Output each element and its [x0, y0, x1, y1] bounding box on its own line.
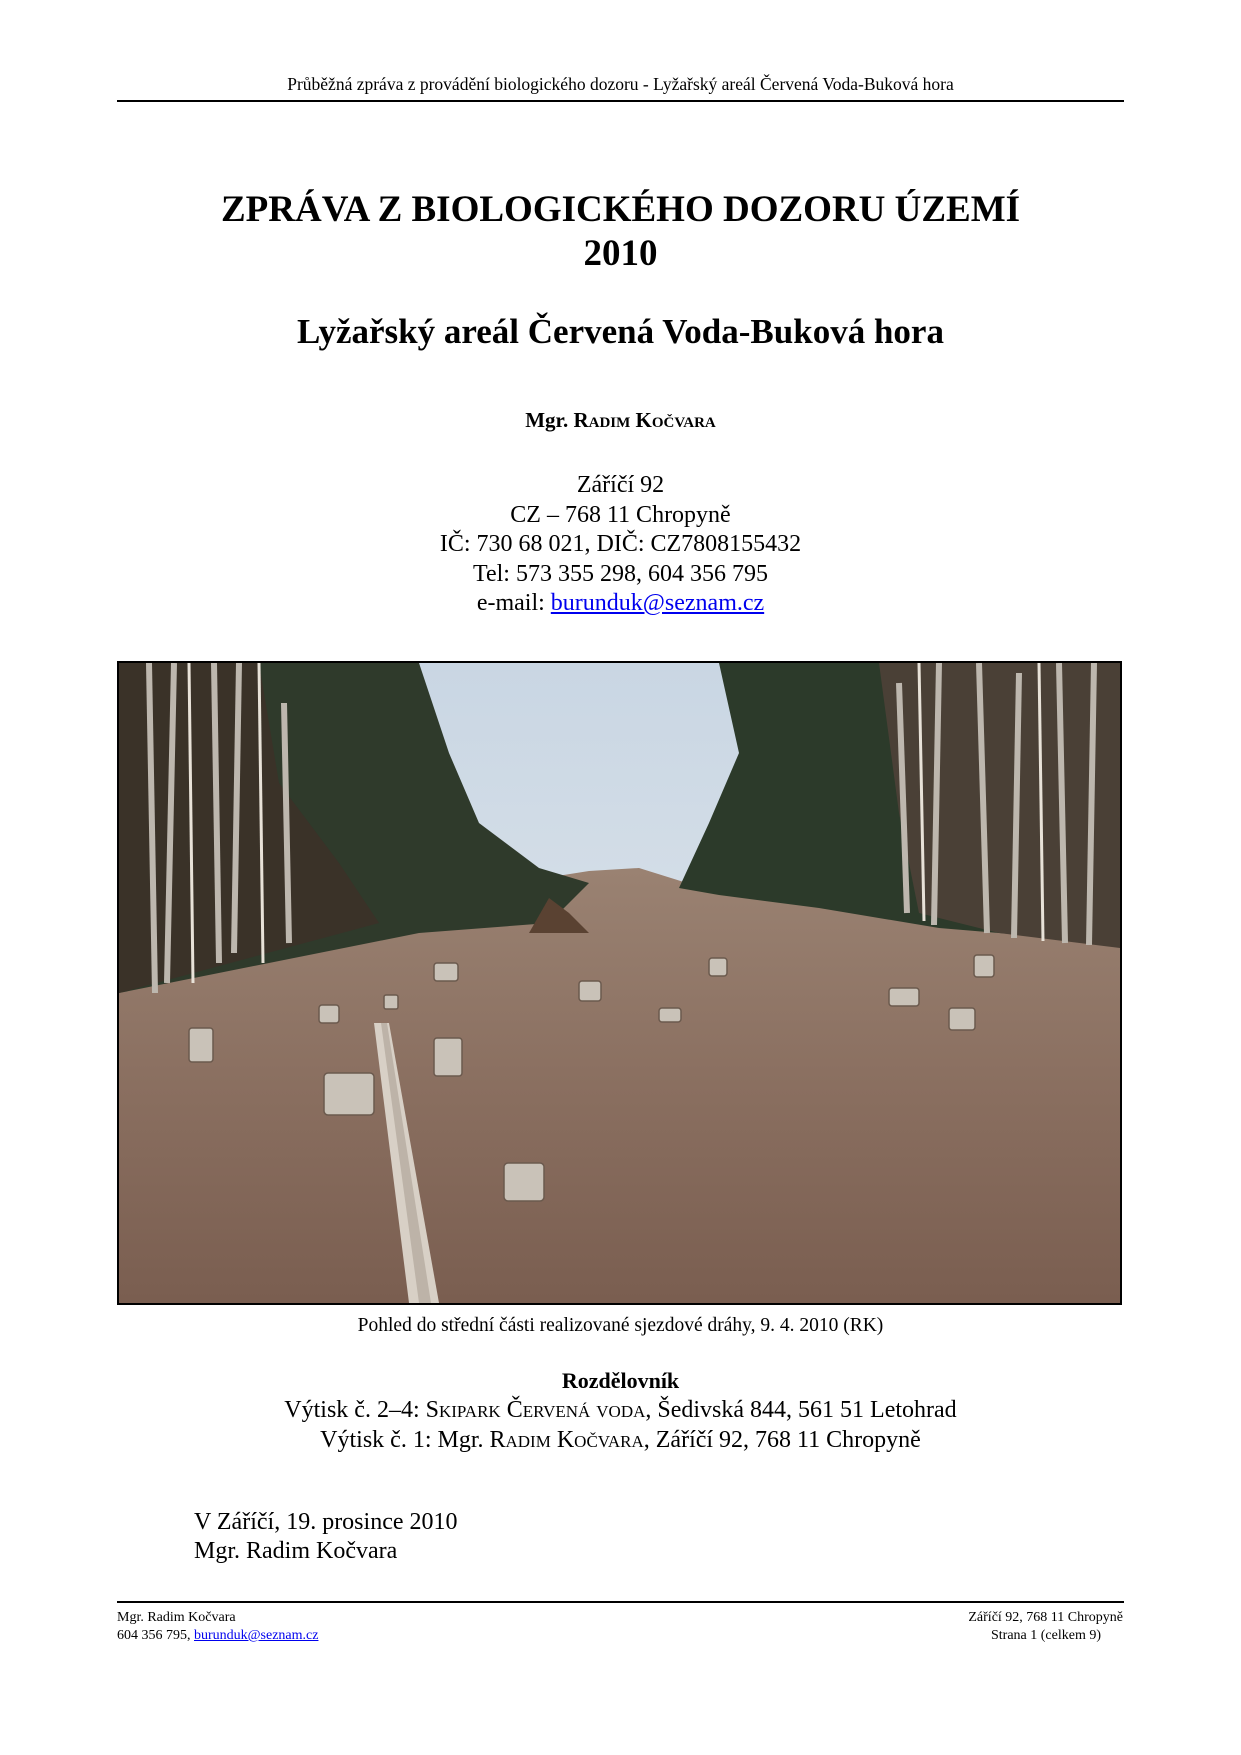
footer-contact	[117, 1628, 318, 1644]
distribution-line-2-name: Radim Kočvara	[489, 1427, 644, 1453]
author-prefix: Mgr.	[525, 408, 569, 432]
email-link[interactable]: burunduk@seznam.cz	[550, 590, 765, 616]
distribution-line-1	[0, 1397, 1241, 1424]
footer-divider	[117, 1601, 1124, 1603]
header-divider	[117, 100, 1124, 102]
photo-caption: Pohled do střední části realizované sjezdové dráhy, 9. 4. 2010 (RK)	[357, 1315, 884, 1336]
distribution-line-2	[0, 1427, 1241, 1454]
report-year: 2010	[583, 233, 658, 274]
forest-clearing-image	[119, 663, 1120, 1303]
address-ids: IČ: 730 68 021, DIČ: CZ7808155432	[439, 531, 802, 557]
author-name: Radim Kočvara	[573, 408, 716, 432]
footer-author: Mgr. Radim Kočvara	[117, 1610, 236, 1625]
footer-phone: 604 356 795,	[117, 1628, 194, 1643]
distribution-title: Rozdělovník	[561, 1368, 680, 1393]
cover-photo	[117, 661, 1122, 1305]
footer-page-number: Strana 1 (celkem 9)	[990, 1628, 1101, 1643]
distribution-line-2-rest: , Záříčí 92, 768 11 Chropyně	[643, 1427, 921, 1453]
address-city: CZ – 768 11 Chropyně	[510, 502, 731, 528]
footer-address: Záříčí 92, 768 11 Chropyně	[968, 1610, 1123, 1625]
distribution-line-1-prefix: Výtisk č. 2–4:	[284, 1397, 426, 1423]
email-label: e-mail:	[476, 590, 551, 616]
report-subtitle: Lyžařský areál Červená Voda-Buková hora	[297, 312, 944, 351]
address-phone: Tel: 573 355 298, 604 356 795	[473, 561, 768, 587]
address-email-line	[0, 590, 1241, 617]
distribution-line-2-prefix: Výtisk č. 1: Mgr.	[320, 1427, 490, 1453]
footer-email-link[interactable]: burunduk@seznam.cz	[194, 1628, 319, 1643]
distribution-line-1-rest: , Šedivská 844, 561 51 Letohrad	[645, 1397, 957, 1423]
address-street: Záříčí 92	[576, 472, 665, 498]
signature-name: Mgr. Radim Kočvara	[194, 1538, 398, 1564]
distribution-line-1-org: Skipark Červená voda	[425, 1397, 646, 1423]
author-line	[0, 408, 1241, 433]
signature-place-date: V Záříčí, 19. prosince 2010	[194, 1509, 458, 1535]
running-header: Průběžná zpráva z provádění biologického dozoru - Lyžařský areál Červená Voda-Buková hora	[287, 74, 954, 94]
report-title: ZPRÁVA Z BIOLOGICKÉHO DOZORU ÚZEMÍ	[220, 189, 1021, 230]
